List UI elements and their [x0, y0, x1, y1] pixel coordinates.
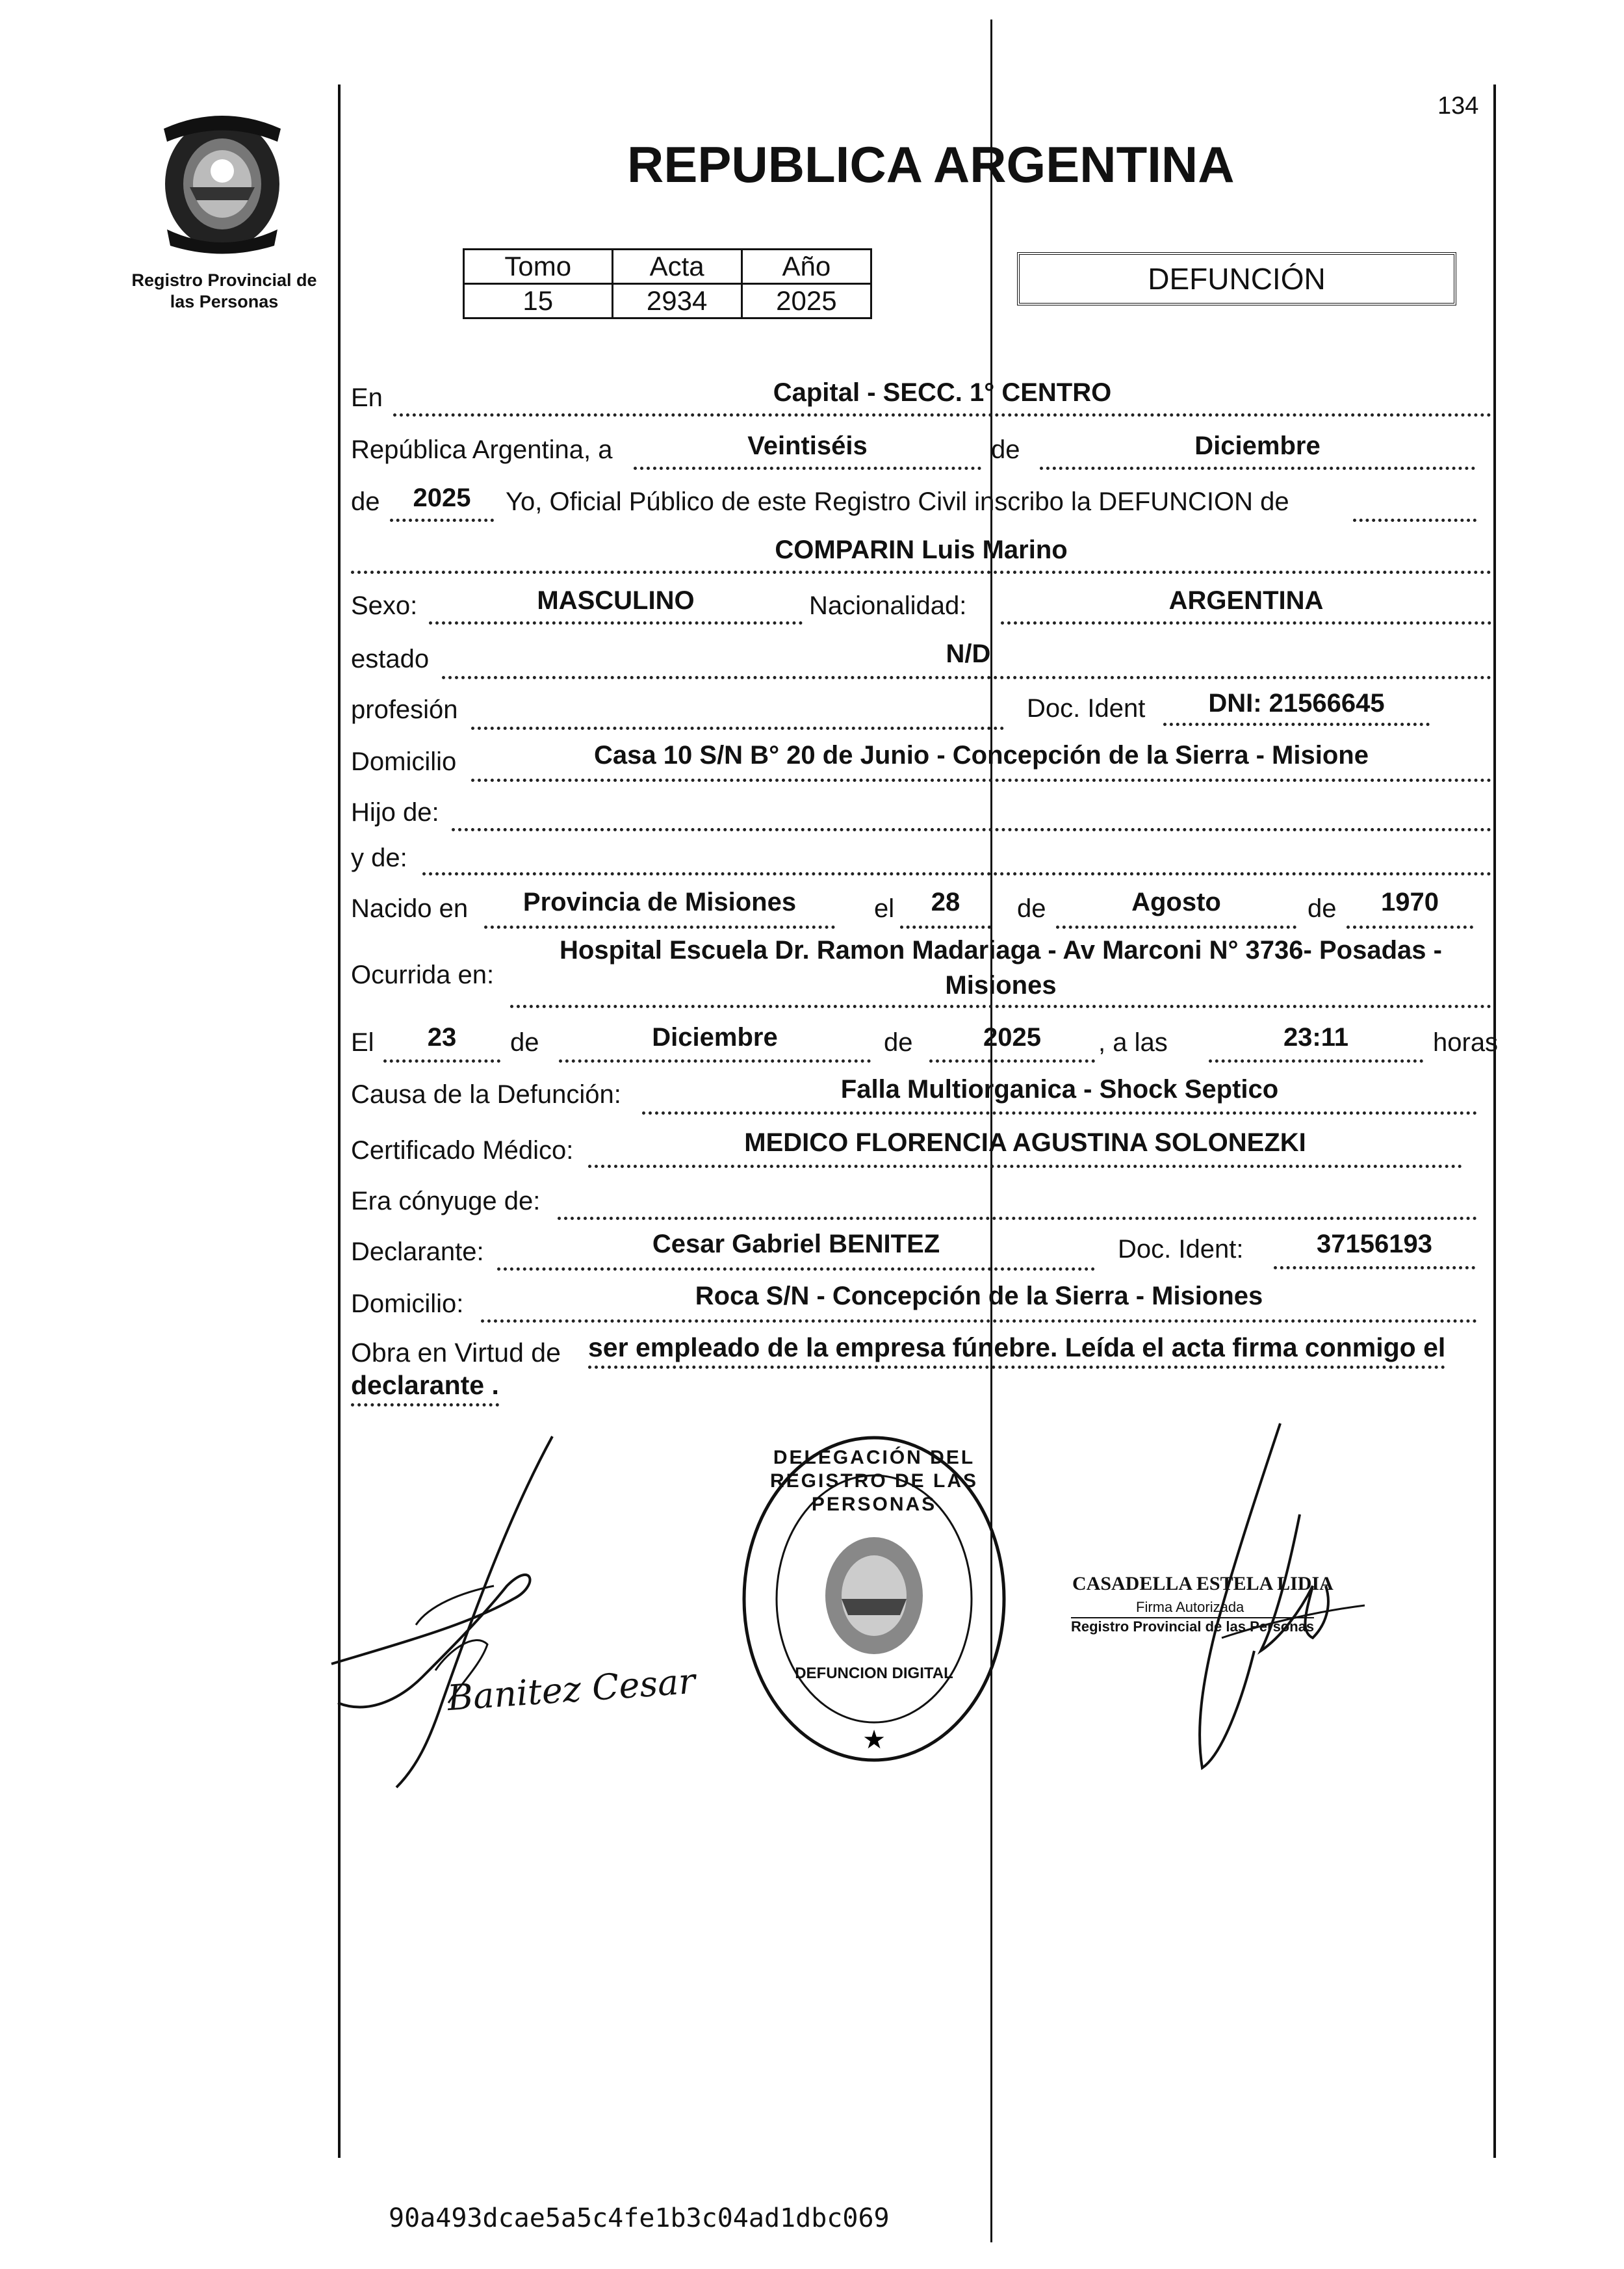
nacionalidad-label: Nacionalidad: — [809, 591, 967, 620]
birth-month-value: Agosto — [1131, 888, 1221, 916]
year-prefix-label: de — [351, 487, 380, 516]
registry-line-1: Registro Provincial de — [131, 270, 317, 290]
death-el-label: El — [351, 1028, 374, 1057]
ocurrida-label: Ocurrida en: — [351, 961, 495, 989]
ocurrida-value-line2: Misiones — [945, 971, 1057, 1000]
death-month-value: Diciembre — [652, 1023, 778, 1052]
page-number: 134 — [1437, 92, 1479, 120]
ocurrida-value-line1: Hospital Escuela Dr. Ramon Madariaga - Av Marconi N° 3736- Posadas - — [560, 936, 1442, 965]
registry-name — [123, 270, 325, 313]
death-de1-label: de — [510, 1028, 539, 1057]
death-time-value: 23:11 — [1283, 1023, 1349, 1052]
month-value: Diciembre — [1194, 432, 1321, 460]
nacido-value: Provincia de Misiones — [522, 888, 797, 916]
estado-label: estado — [351, 645, 430, 673]
declarant-signature — [318, 1430, 682, 1794]
page-title: REPUBLICA ARGENTINA — [627, 136, 1235, 193]
death-year-value: 2025 — [983, 1023, 1041, 1052]
en-label: En — [351, 383, 383, 412]
domicilio-label: Domicilio — [351, 747, 457, 776]
record-value-acta: 2934 — [612, 284, 741, 318]
hijo-label: Hijo de: — [351, 798, 439, 827]
en-dotted-line — [393, 413, 1491, 417]
document-hash: 90a493dcae5a5c4fe1b3c04ad1dbc069 — [389, 2203, 890, 2233]
record-table-header-row — [464, 250, 871, 284]
obra-value-line1: ser empleado de la empresa fúnebre. Leída el acta firma conmigo el — [588, 1332, 1445, 1369]
declarante-doc-dotted-line — [1274, 1266, 1475, 1269]
declarante-value: Cesar Gabriel BENITEZ — [652, 1230, 940, 1258]
record-table-value-row — [464, 284, 871, 318]
official-stamp-name: CASADELLA ESTELA LIDIA — [1072, 1573, 1334, 1594]
death-day-dotted-line — [383, 1059, 500, 1063]
birth-day-value: 28 — [931, 888, 960, 916]
yde-dotted-line — [422, 872, 1491, 875]
conyuge-label: Era cónyuge de: — [351, 1187, 541, 1215]
sexo-label: Sexo: — [351, 591, 418, 620]
yde-label: y de: — [351, 844, 407, 872]
birth-month-dotted-line — [1056, 926, 1296, 929]
en-value: Capital - SECC. 1° CENTRO — [773, 378, 1112, 407]
birth-year-dotted-line — [1347, 926, 1473, 929]
month-dotted-line — [1040, 467, 1475, 470]
estado-value: N/D — [946, 640, 991, 668]
hijo-dotted-line — [452, 828, 1491, 831]
year-value: 2025 — [413, 484, 471, 512]
ocurrida-dotted-line — [510, 1005, 1491, 1008]
certificado-dotted-line — [588, 1165, 1462, 1168]
act-type-box — [1017, 252, 1456, 305]
record-header-tomo: Tomo — [464, 250, 613, 284]
record-table — [463, 248, 872, 319]
official-stamp-org: Registro Provincial de las Personas — [1071, 1618, 1315, 1635]
deceased-dotted-line — [351, 571, 1491, 574]
death-year-dotted-line — [929, 1059, 1095, 1063]
record-value-ano: 2025 — [741, 284, 871, 318]
year-dotted-line — [390, 519, 494, 522]
obra-label: Obra en Virtud de — [351, 1338, 561, 1368]
declarante-doc-value: 37156193 — [1317, 1230, 1432, 1258]
nacionalidad-value: ARGENTINA — [1168, 586, 1324, 615]
death-day-value: 23 — [427, 1023, 457, 1052]
seal-text-top: DELEGACIÓN DEL REGISTRO DE LAS PERSONAS — [769, 1447, 979, 1515]
causa-label: Causa de la Defunción: — [351, 1080, 621, 1109]
day-value: Veintiséis — [747, 432, 868, 460]
death-month-dotted-line — [559, 1059, 871, 1063]
death-de2-label: de — [884, 1028, 913, 1057]
domicilio-value: Casa 10 S/N B° 20 de Junio - Concepción de la Sierra - Misione — [594, 741, 1369, 770]
svg-text:★: ★ — [862, 1725, 886, 1755]
declarant-signature-text: Banitez Cesar — [446, 1660, 697, 1719]
seal-text-inner: DEFUNCION DIGITAL — [795, 1665, 953, 1682]
estado-dotted-line — [442, 676, 1491, 679]
profesion-dotted-line — [471, 727, 1004, 730]
doc-ident-label: Doc. Ident — [1027, 694, 1146, 723]
declarante-dotted-line — [497, 1267, 1095, 1271]
death-time-dotted-line — [1209, 1059, 1423, 1063]
record-value-tomo: 15 — [464, 284, 613, 318]
birth-el-label: el — [874, 894, 895, 923]
declarante-label: Declarante: — [351, 1238, 484, 1266]
right-margin-rule — [1493, 84, 1496, 2158]
republica-label: República Argentina, a — [351, 435, 613, 464]
obra-value-line2: declarante . — [351, 1370, 499, 1407]
oficial-text: Yo, Oficial Público de este Registro Civil inscribo la DEFUNCION de — [506, 487, 1289, 516]
birth-year-value: 1970 — [1381, 888, 1439, 916]
official-stamp-role: Firma Autorizada — [1136, 1599, 1244, 1615]
month-de-label: de — [991, 435, 1020, 464]
alas-label: , a las — [1098, 1028, 1168, 1057]
birth-day-dotted-line — [900, 926, 991, 929]
day-dotted-line — [634, 467, 981, 470]
oficial-trailing-dots — [1353, 519, 1476, 522]
declarante-domicilio-label: Domicilio: — [351, 1290, 464, 1318]
profesion-label: profesión — [351, 695, 458, 724]
domicilio-dotted-line — [471, 779, 1491, 782]
nacido-label: Nacido en — [351, 894, 469, 923]
declarante-domicilio-dotted-line — [481, 1319, 1477, 1323]
declarante-domicilio-value: Roca S/N - Concepción de la Sierra - Misiones — [695, 1282, 1263, 1310]
causa-dotted-line — [642, 1111, 1477, 1115]
conyuge-dotted-line — [558, 1217, 1477, 1220]
left-margin-rule — [338, 84, 341, 2158]
doc-ident-value: DNI: 21566645 — [1208, 689, 1385, 718]
registry-line-2: las Personas — [170, 292, 279, 311]
record-header-acta: Acta — [612, 250, 741, 284]
causa-value: Falla Multiorganica - Shock Septico — [840, 1075, 1279, 1104]
birth-de2-label: de — [1308, 894, 1337, 923]
sexo-value: MASCULINO — [537, 586, 695, 615]
certificado-value: MEDICO FLORENCIA AGUSTINA SOLONEZKI — [744, 1128, 1306, 1157]
nacionalidad-dotted-line — [1001, 621, 1491, 625]
certificado-label: Certificado Médico: — [351, 1136, 574, 1165]
birth-de1-label: de — [1017, 894, 1046, 923]
sexo-dotted-line — [429, 621, 803, 625]
record-header-ano: Año — [741, 250, 871, 284]
doc-ident-dotted-line — [1163, 723, 1430, 726]
horas-label: horas — [1433, 1028, 1499, 1057]
declarante-doc-label: Doc. Ident: — [1118, 1235, 1244, 1264]
nacido-dotted-line — [484, 926, 835, 929]
misiones-coat-of-arms-logo — [151, 103, 294, 259]
deceased-name: COMPARIN Luis Marino — [775, 536, 1068, 564]
act-type-label: DEFUNCIÓN — [1148, 262, 1326, 296]
